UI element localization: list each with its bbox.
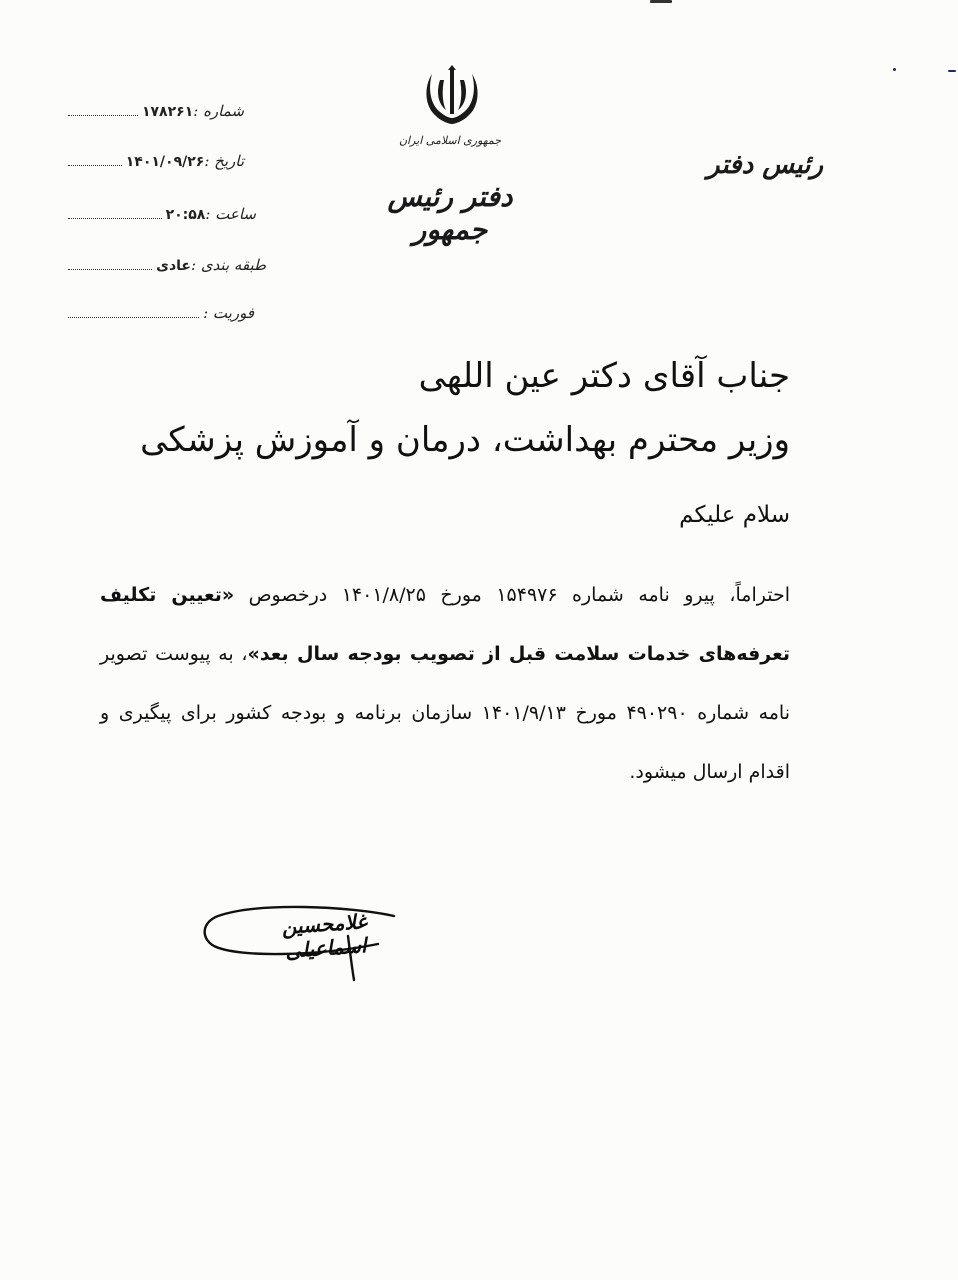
urgency-label: فوریت : xyxy=(203,304,254,322)
addressee-name: جناب آقای دکتر عین اللهی xyxy=(418,356,790,396)
classification-label: طبقه بندی : xyxy=(191,256,266,274)
office-name: دفتر رئیس جمهور xyxy=(387,180,513,246)
dotted-line xyxy=(68,155,122,166)
republic-name: جمهوری اسلامی ایران xyxy=(398,134,502,147)
letter-date-field xyxy=(68,152,244,170)
dotted-line xyxy=(68,307,199,318)
letter-time-label: ساعت : xyxy=(205,205,256,223)
letter-number-field xyxy=(68,102,244,120)
salutation: سلام علیکم xyxy=(679,502,790,528)
letter-date-label: تاریخ : xyxy=(204,152,244,170)
letter-number-value: ۱۷۸۲۶۱ xyxy=(141,104,194,120)
chief-title: رئیس دفتر xyxy=(706,150,824,180)
letter-time-value: ۲۰:۵۸ xyxy=(165,207,206,223)
scan-speck xyxy=(893,68,896,71)
letter-date-value: ۱۴۰۱/۰۹/۲۶ xyxy=(125,154,205,170)
classification-field xyxy=(68,256,266,274)
dotted-line xyxy=(68,259,152,270)
signature-name: غلامحسین اسماعیلی xyxy=(280,909,368,963)
scan-speck xyxy=(650,0,672,3)
urgency-field xyxy=(68,304,254,322)
body-subject: «تعیین تکلیف تعرفه‌های خدمات سلامت قبل از تصویب بودجه سال بعد» xyxy=(100,584,790,665)
letter-time-field xyxy=(68,205,256,223)
iran-emblem-icon xyxy=(418,64,486,132)
dotted-line xyxy=(68,105,138,116)
scan-speck xyxy=(948,70,956,72)
letter-number-label: شماره : xyxy=(193,102,244,120)
body-intro: احتراماً، پیرو نامه شماره ۱۵۴۹۷۶ مورخ ۱۴۰۱/۸/۲۵ درخصوص xyxy=(248,584,790,606)
body-rest: ، به پیوست تصویر نامه شماره ۴۹۰۲۹۰ مورخ ۱۴۰۱/۹/۱۳ سازمان برنامه و بودجه کشور برای پیگیری و اقدام ارسال میشود. xyxy=(100,643,791,783)
addressee-title: وزیر محترم بهداشت، درمان و آموزش پزشکی xyxy=(140,420,790,460)
letter-body xyxy=(100,566,790,802)
classification-value: عادی xyxy=(156,258,191,274)
dotted-line xyxy=(68,208,162,219)
